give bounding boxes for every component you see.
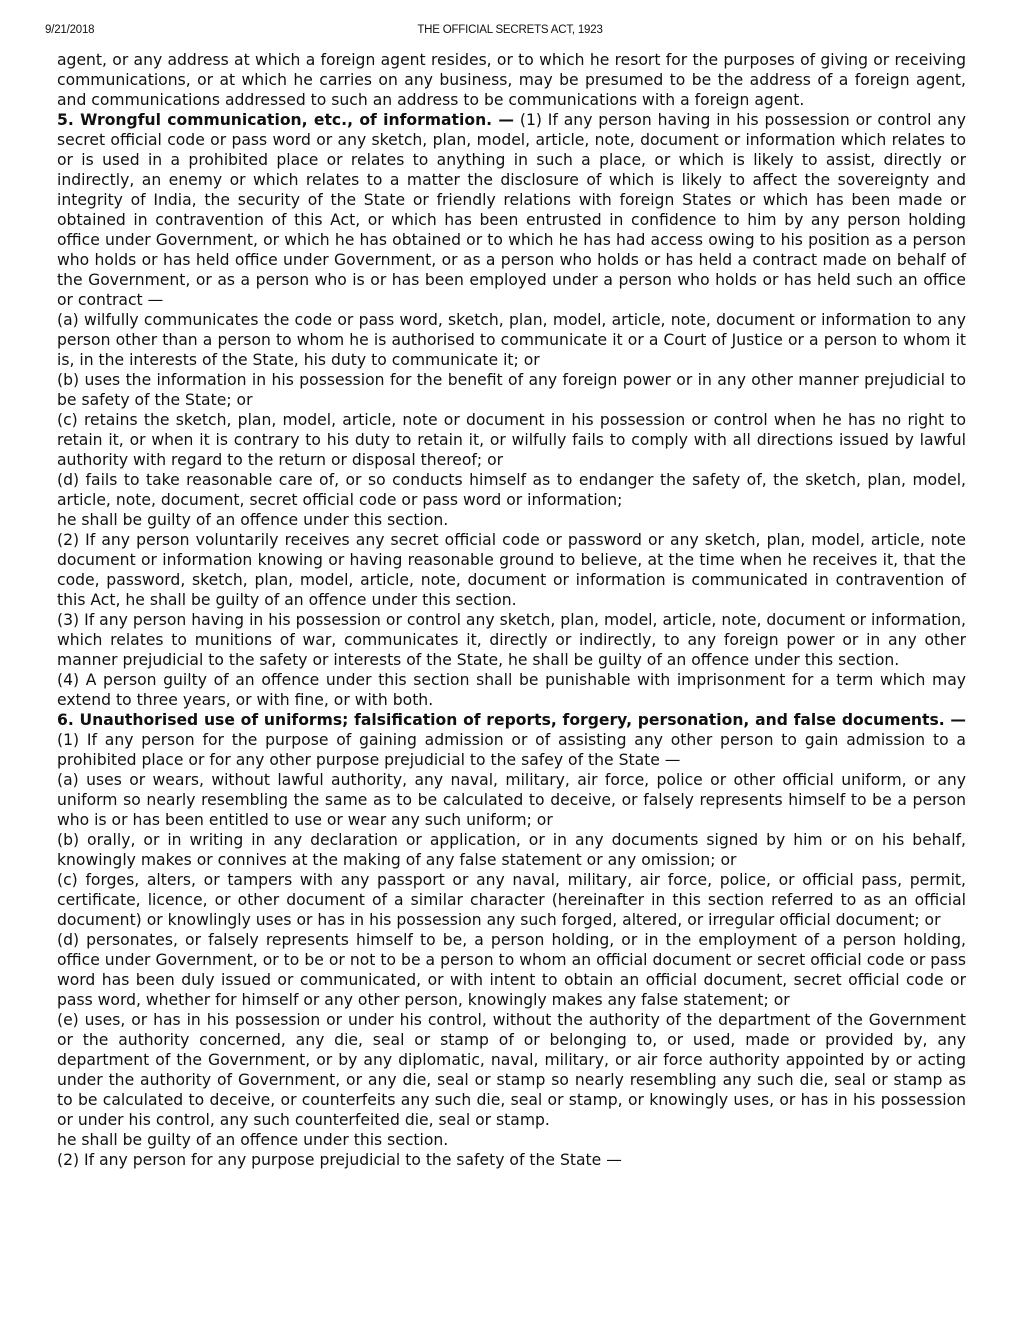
document-body (57, 50, 966, 1170)
section-5-clause-b: (b) uses the information in his possession for the benefit of any foreign power or in any other manner prejudicial to be safety of the State; or (57, 371, 966, 409)
section-5-subsection-2: (2) If any person voluntarily receives any secret official code or password or any sketch, plan, model, article, note document or information knowing or having reasonable ground to believe, at the time when he receives it, that the code, password, sketch, plan, model, article, note, document or information is communicated in contravention of this Act, he shall be guilty of an offence under this section. (57, 531, 966, 609)
section-5-clause-d: (d) fails to take reasonable care of, or so conducts himself as to endanger the safety of, the sketch, plan, model, article, note, document, secret official code or pass word or information; (57, 471, 966, 509)
paragraph-continuation: agent, or any address at which a foreign agent resides, or to which he resort for the purposes of giving or receiving communications, or at which he carries on any business, may be presumed to be the address of a foreign agent, and communications addressed to such an address to be communications with a foreign agent. (57, 51, 966, 109)
section-5-subsection-1: (1) If any person having in his possession or control any secret official code or pass word or any sketch, plan, model, article, note, document or information which relates to or is used in a prohibited place or relates to anything in such a place, or which is likely to assist, directly or indirectly, an enemy or which relates to a matter the disclosure of which is likely to affect the sovereignty and integrity of India, the security of the State or friendly relations with foreign States or which has been made or obtained in contravention of this Act, or which has been entrusted in confidence to him by any person holding office under Government, or which he has obtained or to which he has had access owing to his position as a person who holds or has held office under Government, or as a person who holds or has held a contract made on behalf of the Government, or as a person who is or has been employed under a person who holds or has held such an office or contract — (57, 111, 966, 309)
section-5-clause-c: (c) retains the sketch, plan, model, article, note or document in his possession or control when he has no right to retain it, or when it is contrary to his duty to retain it, or wilfully fails to comply with all directions issued by lawful authority with regard to the return or disposal thereof; or (57, 411, 966, 469)
section-6-intro (57, 710, 966, 770)
section-6-clause-b: (b) orally, or in writing in any declaration or application, or in any documents signed by him or on his behalf, knowingly makes or connives at the making of any false statement or any omission; or (57, 831, 966, 869)
section-6-clause-c: (c) forges, alters, or tampers with any passport or any naval, military, air force, police, or official pass, permit, certificate, licence, or other document of a similar character (hereinafter in this section referred to as an official document) or knowlingly uses or has in his possession any such forged, altered, or irregular official document; or (57, 871, 966, 929)
section-6-subsection-1: (1) If any person for the purpose of gaining admission or of assisting any other person to gain admission to a prohibited place or for any other purpose prejudicial to the safey of the State — (57, 731, 966, 769)
document-title: THE OFFICIAL SECRETS ACT, 1923 (417, 24, 603, 36)
section-5-heading: 5. Wrongful communication, etc., of information. — (57, 111, 515, 129)
print-date: 9/21/2018 (45, 24, 95, 36)
section-6-clause-d: (d) personates, or falsely represents himself to be, a person holding, or in the employment of a person holding, office under Government, or to be or not to be a person to whom an official document or secret official code or pass word has been duly issued or communicated, or with intent to obtain an official document, secret official code or pass word, whether for himself or any other person, knowingly makes any false statement; or (57, 931, 966, 1009)
section-5-intro (57, 110, 966, 310)
section-6-subsection-2: (2) If any person for any purpose prejudicial to the safety of the State — (57, 1151, 622, 1169)
section-5-subsection-4: (4) A person guilty of an offence under this section shall be punishable with imprisonment for a term which may extend to three years, or with fine, or with both. (57, 671, 966, 709)
section-5-clause-a: (a) wilfully communicates the code or pass word, sketch, plan, model, article, note, document or information to any person other than a person to whom he is authorised to communicate it or a Court of Justice or a person to whom it is, in the interests of the State, his duty to communicate it; or (57, 311, 966, 369)
section-5-subsection-3: (3) If any person having in his possession or control any sketch, plan, model, article, note, document or information, which relates to munitions of war, communicates it, directly or indirectly, to any foreign power or in any other manner prejudicial to the safety or interests of the State, he shall be guilty of an offence under this section. (57, 611, 966, 669)
section-6-clause-e: (e) uses, or has in his possession or under his control, without the authority of the department of the Government or the authority concerned, any die, seal or stamp of or belonging to, or used, made or provided by, any department of the Government, or by any diplomatic, naval, military, or air force authority appointed by or acting under the authority of Government, or any die, seal or stamp so nearly resembling any such die, seal or stamp as to be calculated to deceive, or counterfeits any such die, seal or stamp, or knowingly uses, or has in his possession or under his control, any such counterfeited die, seal or stamp. (57, 1011, 966, 1129)
section-6-clause-a: (a) uses or wears, without lawful authority, any naval, military, air force, police or other official uniform, or any uniform so nearly resembling the same as to be calculated to deceive, or falsely represents himself to be a person who is or has been entitled to use or wear any such uniform; or (57, 771, 966, 829)
section-6-heading: 6. Unauthorised use of uniforms; falsification of reports, forgery, personation, and false documents. — (57, 711, 966, 729)
section-6-guilty-clause: he shall be guilty of an offence under this section. (57, 1131, 449, 1149)
section-5-guilty-clause: he shall be guilty of an offence under this section. (57, 511, 449, 529)
